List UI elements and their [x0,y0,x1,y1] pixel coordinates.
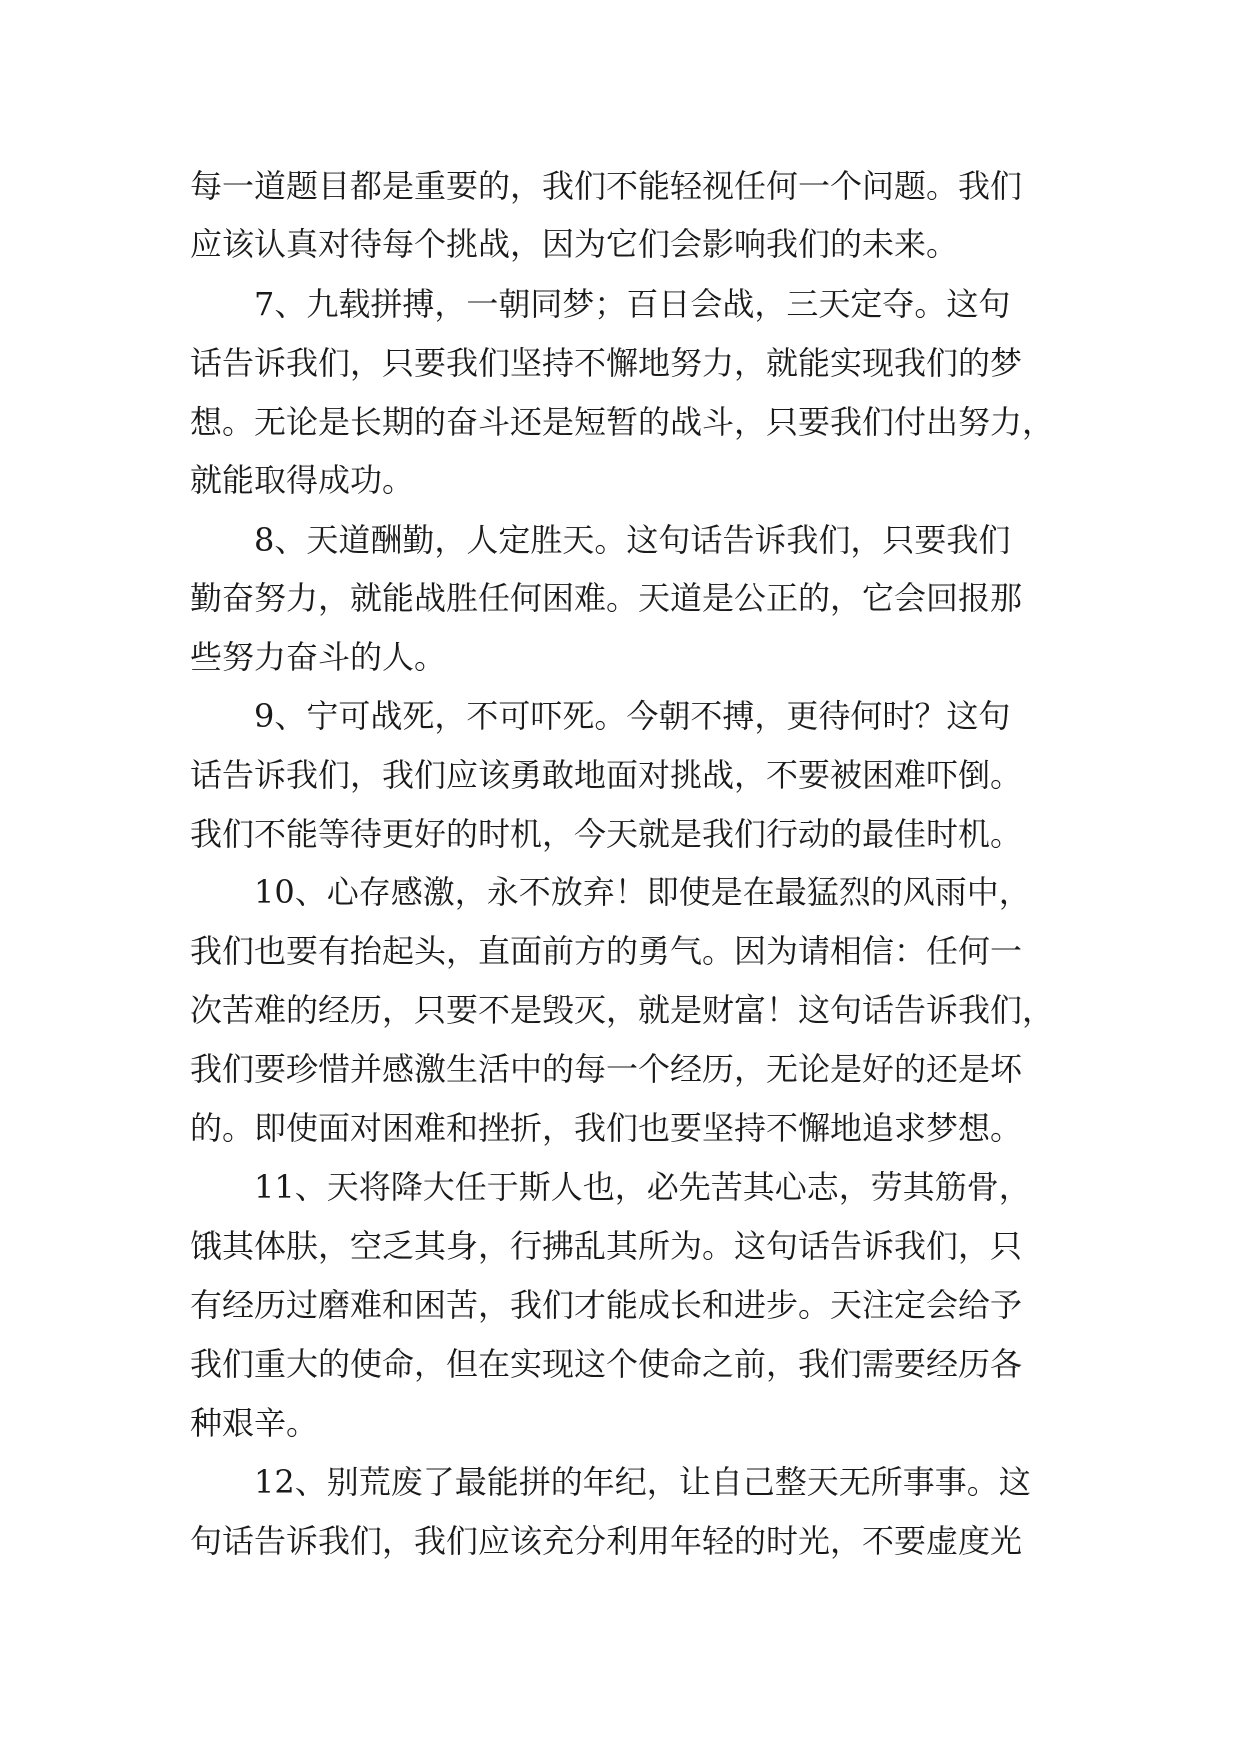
paragraph-9-first-line: 9、宁可战死，不可吓死。今朝不搏，更待何时？这句 [254,697,1011,735]
text-line: 我们也要有抬起头，直面前方的勇气。因为请相信：任何一 [190,932,1023,970]
text-line: 些努力奋斗的人。 [190,638,447,676]
text-line: 话告诉我们，只要我们坚持不懈地努力，就能实现我们的梦 [190,344,1023,382]
text-line: 种艰辛。 [190,1404,319,1442]
text-line: 勤奋努力，就能战胜任何困难。天道是公正的，它会回报那 [190,579,1023,617]
paragraph-8-first-line: 8、天道酬勤，人定胜天。这句话告诉我们，只要我们 [254,521,1011,559]
text-line: 我们要珍惜并感激生活中的每一个经历，无论是好的还是坏 [190,1050,1023,1088]
paragraph-11-first-line: 11、天将降大任于斯人也，必先苦其心志，劳其筋骨， [254,1168,1031,1206]
text-line: 每一道题目都是重要的，我们不能轻视任何一个问题。我们 [190,167,1023,205]
text-line: 我们不能等待更好的时机，今天就是我们行动的最佳时机。 [190,815,1023,853]
text-line: 就能取得成功。 [190,461,415,499]
text-line: 有经历过磨难和困苦，我们才能成长和进步。天注定会给予 [190,1286,1023,1324]
text-line: 我们重大的使命，但在实现这个使命之前，我们需要经历各 [190,1345,1023,1383]
text-line: 句话告诉我们，我们应该充分利用年轻的时光，不要虚度光 [190,1522,1023,1560]
text-line: 话告诉我们，我们应该勇敢地面对挑战，不要被困难吓倒。 [190,756,1023,794]
text-line: 应该认真对待每个挑战，因为它们会影响我们的未来。 [190,225,959,263]
text-line: 的。即使面对困难和挫折，我们也要坚持不懈地追求梦想。 [190,1109,1023,1147]
paragraph-7-first-line: 7、九载拼搏，一朝同梦；百日会战，三天定夺。这句 [254,285,1011,323]
paragraph-12-first-line: 12、别荒废了最能拼的年纪，让自己整天无所事事。这 [254,1463,1031,1501]
text-line: 次苦难的经历，只要不是毁灭，就是财富！这句话告诉我们， [190,991,1055,1029]
text-line: 想。无论是长期的奋斗还是短暂的战斗，只要我们付出努力， [190,403,1055,441]
paragraph-10-first-line: 10、心存感激，永不放弃！即使是在最猛烈的风雨中， [254,873,1031,911]
text-line: 饿其体肤，空乏其身，行拂乱其所为。这句话告诉我们，只 [190,1227,1023,1265]
